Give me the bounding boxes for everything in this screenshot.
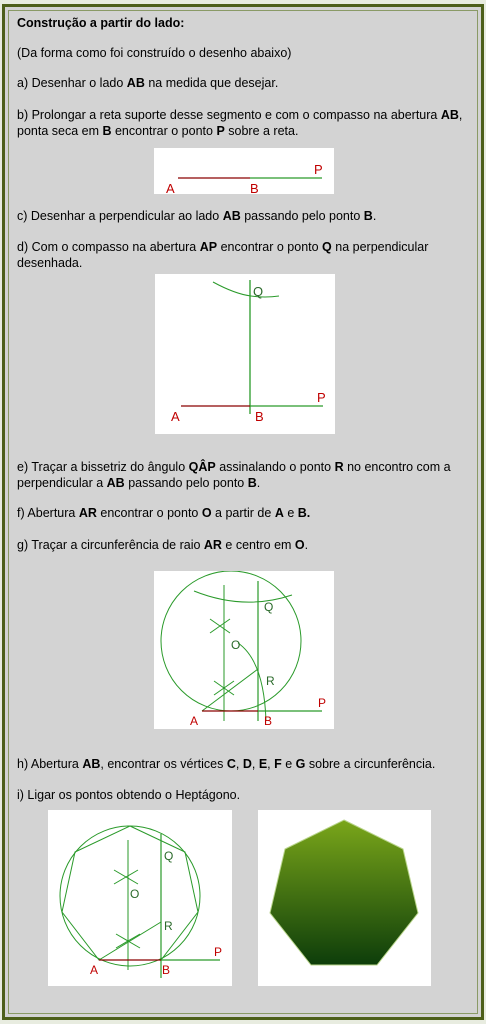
label-q: Q (264, 600, 274, 614)
step-d: d) Com o compasso na abertura AP encontrar o ponto Q na perpendicular desenhada. (17, 240, 429, 270)
content-frame (2, 4, 484, 1020)
step-e: e) Traçar a bissetriz do ângulo QÂP assinalando o ponto R no encontro com a perpendicular a AB passando pelo ponto B. (17, 460, 451, 490)
figure-step-d (155, 274, 335, 434)
cross-mark-upper (114, 870, 138, 884)
label-b: B (264, 714, 273, 728)
label-p: P (314, 162, 323, 177)
figure-step-g (154, 571, 334, 729)
label-r: R (164, 919, 173, 933)
label-a: A (190, 714, 199, 728)
label-q: Q (253, 284, 264, 299)
label-q: Q (164, 849, 174, 863)
label-a: A (171, 409, 180, 424)
bisector-line (202, 669, 258, 711)
step-b: b) Prolongar a reta suporte desse segmento e com o compasso na abertura AB, ponta seca em B encontrar o ponto P sobre a reta. (17, 108, 463, 138)
label-b: B (162, 963, 171, 977)
arc-q (213, 282, 279, 297)
step-g: g) Traçar a circunferência de raio AR e centro em O. (17, 538, 309, 552)
cross-mark-upper (210, 619, 230, 633)
section-title: Construção a partir do lado: (17, 16, 185, 30)
step-c: c) Desenhar a perpendicular ao lado AB passando pelo ponto B. (17, 209, 377, 223)
figure-heptagon-filled (258, 810, 431, 986)
label-a: A (166, 181, 175, 194)
figure-step-b (154, 148, 334, 194)
figure-heptagon-construction (48, 810, 232, 986)
arc-q (194, 591, 292, 602)
bisector-line (99, 922, 161, 960)
label-b: B (250, 181, 259, 194)
heptagon-shape (270, 820, 418, 965)
step-a: a) Desenhar o lado AB na medida que desejar. (17, 76, 279, 90)
label-p: P (214, 945, 223, 959)
label-r: R (266, 674, 275, 688)
label-o: O (130, 887, 140, 901)
arc-r (238, 643, 266, 721)
label-p: P (318, 696, 327, 710)
step-h: h) Abertura AB, encontrar os vértices C, D, E, F e G sobre a circunferência. (17, 757, 436, 771)
label-p: P (317, 390, 326, 405)
step-i: i) Ligar os pontos obtendo o Heptágono. (17, 788, 241, 802)
step-f: f) Abertura AR encontrar o ponto O a partir de A e B. (17, 506, 311, 520)
label-a: A (90, 963, 99, 977)
label-b: B (255, 409, 264, 424)
label-o: O (231, 638, 241, 652)
intro-text: (Da forma como foi construído o desenho abaixo) (17, 46, 292, 60)
